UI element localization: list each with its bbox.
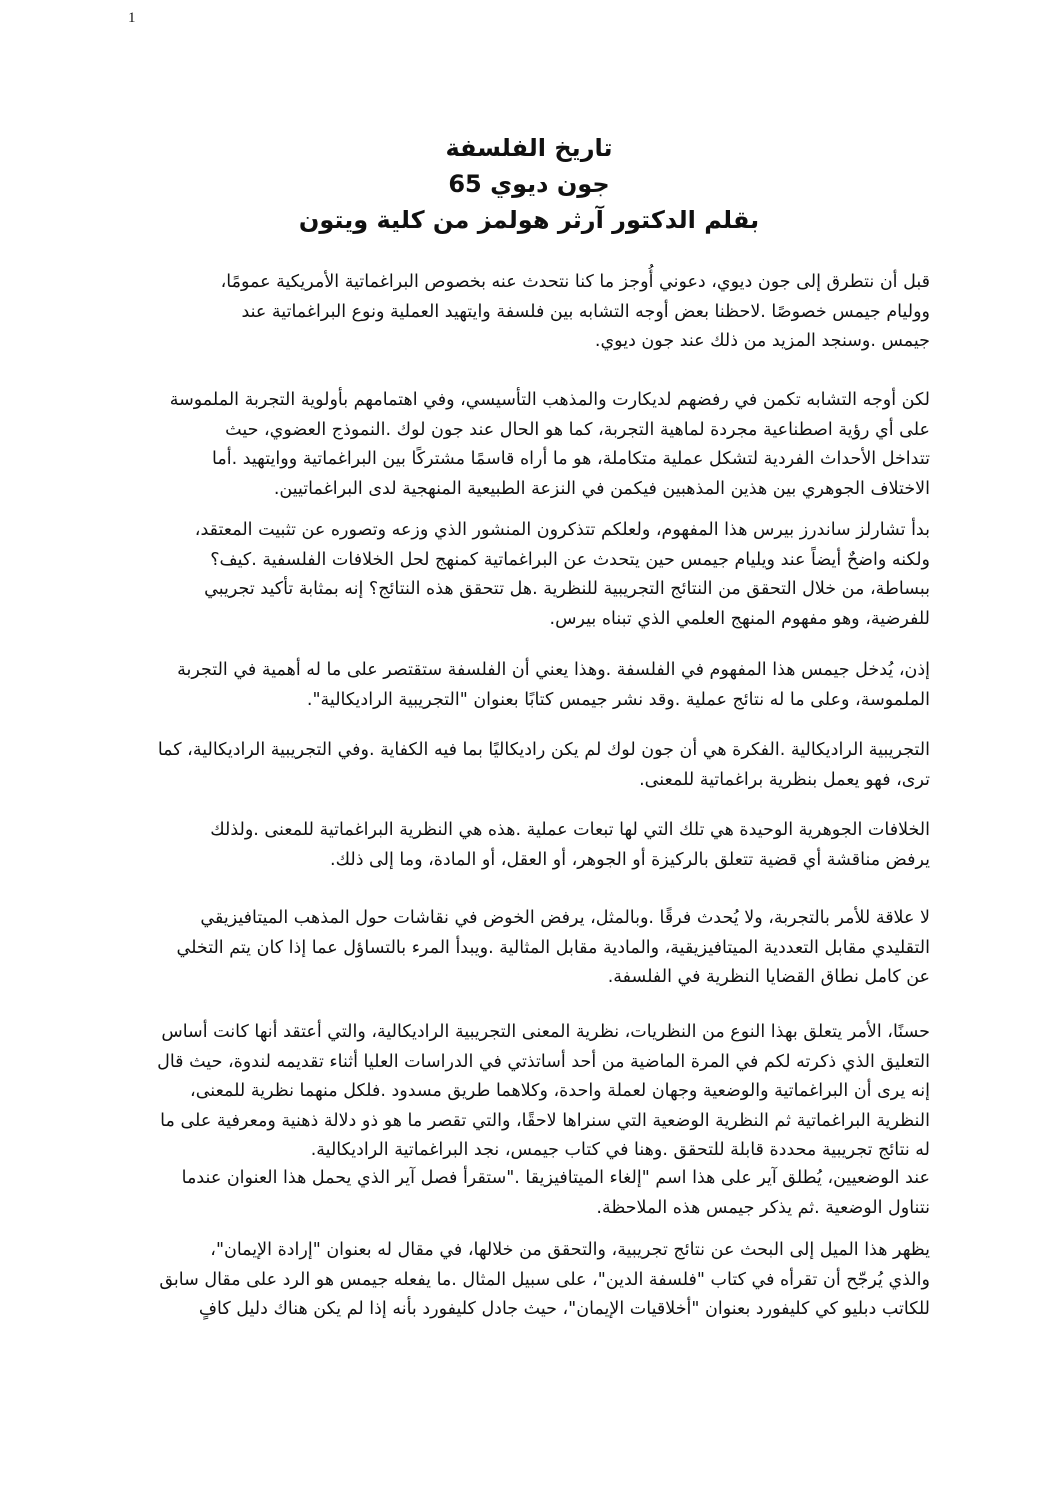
paragraph xyxy=(145,1164,930,1223)
paragraph xyxy=(145,816,930,875)
paragraph-line: حسنًا، الأمر يتعلق بهذا النوع من النظريات، نظرية المعنى التجريبية الراديكالية، والتي أعتقد أنها كانت أساس xyxy=(161,1022,930,1042)
paragraph-line: ،قبل أن نتطرق إلى جون ديوي، دعوني أُوجز ما كنا نتحدث عنه بخصوص البراغماتية الأمريكية عمومًا xyxy=(220,272,930,292)
paragraph-line: ،"يظهر هذا الميل إلى البحث عن نتائج تجريبية، والتحقق من خلالها، في مقال له بعنوان "إرادة الإيمان xyxy=(210,1240,930,1260)
paragraph xyxy=(145,1236,930,1325)
paragraph-line: .الاختلاف الجوهري بين هذين المذهبين فيكمن في النزعة الطبيعية المنهجية لدى البراغماتيين xyxy=(273,478,930,499)
paragraph-line: للكاتب دبليو كي كليفورد بعنوان "أخلاقيات الإيمان"، حيث جادل كليفورد بأنه إذا لم يكن هناك دليل كافٍ xyxy=(198,1299,930,1319)
paragraph-line: .ترى، فهو يعمل بنظرية براغماتية للمعنى xyxy=(639,769,930,790)
paragraph xyxy=(145,736,930,795)
paragraph-line: .عن كامل نطاق القضايا النظرية في الفلسفة xyxy=(607,967,930,987)
document-subtitle: جون ديوي 65 xyxy=(448,170,610,198)
paragraph xyxy=(145,386,930,504)
paragraph-line: لا علاقة للأمر بالتجربة، ولا يُحدث فرقًا .وبالمثل، يرفض الخوض في نقاشات حول المذهب الميتافيزيقي xyxy=(200,908,930,928)
paragraph-line: .يرفض مناقشة أي قضية تتعلق بالركيزة أو الجوهر، أو العقل، أو المادة، وما إلى ذلك xyxy=(330,849,930,870)
paragraph-line: والذي يُرجّح أن تقرأه في كتاب "فلسفة الدين"، على سبيل المثال .ما يفعله جيمس هو الرد على مقال سابق xyxy=(159,1269,930,1290)
paragraph xyxy=(145,268,930,357)
paragraph-line: ولكنه واضحٌ أيضاً عند ويليام جيمس حين يتحدث عن البراغماتية كمنهج لحل الخلافات الفلسفية .كيف؟ xyxy=(210,549,930,570)
paragraph xyxy=(145,656,930,715)
document-title: تاريخ الفلسفة xyxy=(445,134,613,162)
paragraph-line: ببساطة، من خلال التحقق من النتائج التجريبية للنظرية .هل تتحقق هذه النتائج؟ إنه بمثابة تأكيد تجريبي xyxy=(204,579,930,599)
paragraph-line: التعليق الذي ذكرته لكم في المرة الماضية من أحد أساتذتي في الدراسات العليا أثناء تقديمه لندوة، حيث قال xyxy=(157,1051,930,1072)
paragraph-line: .له نتائج تجريبية محددة قابلة للتحقق .وهنا في كتاب جيمس، نجد البراغماتية الراديكالية xyxy=(310,1140,930,1160)
paragraph-line: إذن، يُدخل جيمس هذا المفهوم في الفلسفة .وهذا يعني أن الفلسفة ستقتصر على ما له أهمية في التجربة xyxy=(177,660,930,680)
paragraph-line: تتداخل الأحداث الفردية لتشكل عملية متكاملة، هو ما أراه قاسمًا مشتركًا بين البراغماتية ووايتهيد .أما xyxy=(212,449,930,469)
paragraph-line: ،إنه يرى أن البراغماتية والوضعية وجهان لعملة واحدة، وكلاهما طريق مسدود .فلكل منهما نظرية للمعنى xyxy=(190,1081,930,1101)
paragraph-line: .للفرضية، وهو مفهوم المنهج العلمي الذي تبناه بيرس xyxy=(549,608,930,629)
paragraph-line: لكن أوجه التشابه تكمن في رفضهم لديكارت والمذهب التأسيسي، وفي اهتمامهم بأولوية التجربة الملموسة xyxy=(169,390,930,410)
paragraph-line: ."الملموسة، وعلى ما له نتائج عملية .وقد نشر جيمس كتابًا بعنوان "التجريبية الراديكالية xyxy=(306,689,930,710)
paragraph-line: الخلافات الجوهرية الوحيدة هي تلك التي لها تبعات عملية .هذه هي النظرية البراغماتية للمعنى .ولذلك xyxy=(210,820,930,840)
paragraph-line: النظرية البراغماتية ثم النظرية الوضعية التي سنراها لاحقًا، والتي تقصر ما هو ذو دلالة ذهنية ومعرفية على ما xyxy=(160,1110,930,1131)
paragraph-line: .نتناول الوضعية .ثم يذكر جيمس هذه الملاحظة xyxy=(596,1197,930,1218)
paragraph-line: التجريبية الراديكالية .الفكرة هي أن جون لوك لم يكن راديكاليًا بما فيه الكفاية .وفي التجريبية الراديكالية، كما xyxy=(157,740,930,760)
document-author-line: بقلم الدكتور آرثر هولمز من كلية ويتون xyxy=(298,206,760,234)
paragraph xyxy=(145,1018,930,1166)
paragraph-line: على أي رؤية اصطناعية مجردة لماهية التجربة، كما هو الحال عند جون لوك .النموذج العضوي، حيث xyxy=(225,419,930,440)
paragraph xyxy=(145,904,930,993)
paragraph-line: عند الوضعيين، يُطلق آير على هذا اسم "إلغاء الميتافيزيقا ."ستقرأ فصل آير الذي يحمل هذا العنوان عندما xyxy=(181,1168,930,1188)
paragraph-line: التقليدي مقابل التعددية الميتافيزيقية، والمادية مقابل المثالية .ويبدأ المرء بالتساؤل عما إذا كان يتم التخلي xyxy=(176,937,930,958)
paragraph-line: ،بدأ تشارلز ساندرز بيرس هذا المفهوم، ولعلكم تتذكرون المنشور الذي وزعه وتصوره عن تثبيت المعتقد xyxy=(194,520,930,540)
paragraph-line: .جيمس .وسنجد المزيد من ذلك عند جون ديوي xyxy=(594,331,930,351)
paragraph xyxy=(145,516,930,634)
page-number: 1 xyxy=(128,10,136,26)
paragraph-line: ووليام جيمس خصوصًا .لاحظنا بعض أوجه التشابه بين فلسفة وايتهيد العملية ونوع البراغماتية عند xyxy=(241,301,930,322)
